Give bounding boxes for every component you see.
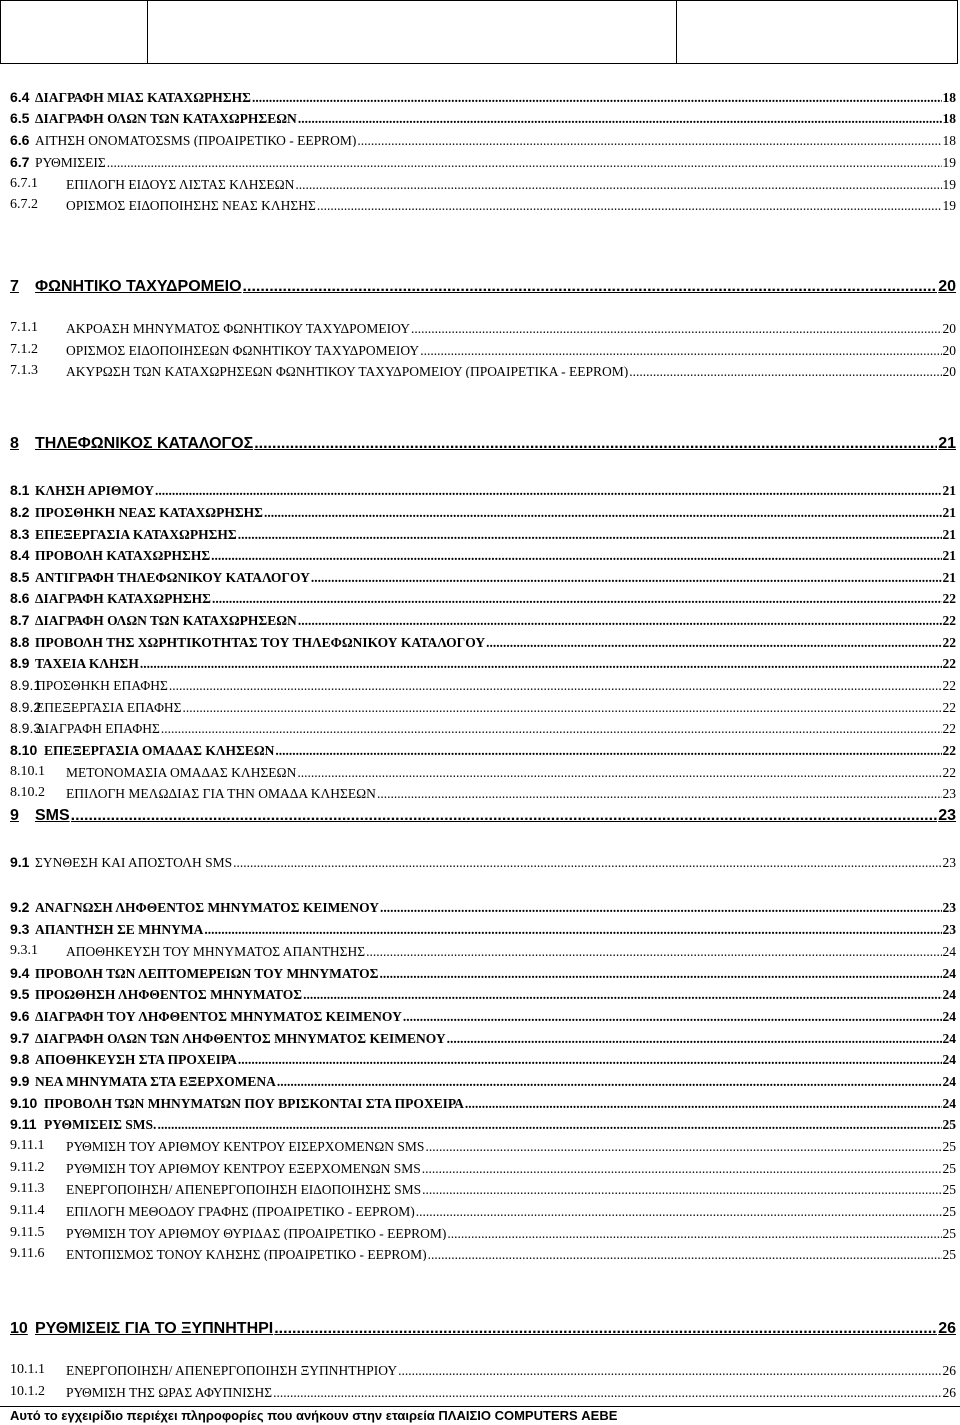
toc-entry[interactable] — [10, 90, 956, 104]
toc-entry[interactable] — [10, 944, 956, 958]
toc-entry[interactable] — [10, 1096, 956, 1110]
toc-dot-leader — [204, 923, 941, 937]
toc-entry-title: ΡΥΘΜΙΣΗ ΤΟΥ ΑΡΙΘΜΟΥ ΘΥΡΙΔΑΣ (ΠΡΟΑΙΡΕΤΙΚΟ - EEPROM) — [66, 1226, 447, 1240]
toc-entry-page: 19 — [942, 155, 956, 169]
header-cell-title — [148, 1, 677, 63]
toc-entry[interactable] — [10, 1117, 956, 1131]
toc-dot-leader — [629, 365, 941, 379]
toc-entry-page: 24 — [942, 1031, 956, 1045]
toc-entry-title: ΕΠΙΛΟΓΗ ΜΕΛΩΔΙΑΣ ΓΙΑ ΤΗΝ ΟΜΑΔΑ ΚΛΗΣΕΩΝ — [66, 786, 376, 800]
toc-entry[interactable] — [10, 1139, 956, 1153]
toc-entry[interactable] — [10, 808, 956, 824]
toc-entry[interactable] — [10, 198, 956, 212]
toc-entry-number: 9.2 — [10, 900, 30, 914]
toc-entry-number: 9.4 — [10, 966, 30, 980]
toc-entry-page: 23 — [938, 808, 956, 824]
toc-entry-number: 10 — [10, 1321, 28, 1337]
toc-entry-title: ΕΠΕΞΕΡΓΑΣΙΑ ΚΑΤΑΧΩΡΗΣΗΣ — [35, 527, 237, 541]
toc-entry-title: ΟΡΙΣΜΟΣ ΕΙΔΟΠΟΙΗΣΕΩΝ ΦΩΝΗΤΙΚΟΥ ΤΑΧΥΔΡΟΜΕΙΟΥ — [66, 343, 420, 357]
toc-entry-number: 9.1 — [10, 855, 30, 869]
toc-entry-number: 9.11.5 — [10, 1226, 45, 1240]
toc-dot-leader — [275, 744, 941, 758]
toc-entry-title: ΔΙΑΓΡΑΦΗ ΕΠΑΦΗΣ — [36, 721, 160, 735]
toc-entry-number: 9.3.1 — [10, 944, 38, 958]
toc-dot-leader — [295, 178, 941, 192]
toc-entry-page: 25 — [942, 1182, 956, 1196]
toc-dot-leader — [379, 967, 941, 981]
toc-entry-number: 8.10.2 — [10, 786, 45, 800]
toc-entry[interactable] — [10, 548, 956, 562]
footer-notice: Αυτό το εγχειρίδιο περιέχει πληροφορίες που ανήκουν στην εταιρεία ΠΛΑΙΣΙΟ COMPUTERS ΑΕΒΕ — [0, 1406, 960, 1425]
toc-entry[interactable] — [10, 527, 956, 541]
toc-entry-title: ΦΩΝΗΤΙΚΟ ΤΑΧΥΔΡΟΜΕΙΟ — [35, 279, 242, 295]
toc-dot-leader — [238, 1053, 942, 1067]
toc-entry-title: ΑΠΟΘΗΚΕΥΣΗ ΤΟΥ ΜΗΝΥΜΑΤΟΣ ΑΠΑΝΤΗΣΗΣ — [66, 944, 366, 958]
toc-entry-number: 8.4 — [10, 548, 30, 562]
toc-entry[interactable] — [10, 1074, 956, 1088]
toc-entry[interactable] — [10, 922, 956, 936]
toc-entry[interactable] — [10, 1182, 956, 1196]
toc-entry-number: 9.11 — [10, 1117, 37, 1131]
toc-entry-page: 20 — [942, 343, 956, 357]
toc-entry-page: 23 — [942, 900, 956, 914]
toc-entry-number: 6.7 — [10, 155, 30, 169]
toc-entry-page: 23 — [942, 786, 956, 800]
toc-entry-page: 25 — [942, 1204, 956, 1218]
toc-entry-title: ΤΗΛΕΦΩΝΙΚΟΣ ΚΑΤΑΛΟΓΟΣ — [35, 436, 254, 452]
toc-entry-title: ΠΡΟΒΟΛΗ ΤΩΝ ΜΗΝΥΜΑΤΩΝ ΠΟΥ ΒΡΙΣΚΟΝΤΑΙ ΣΤΑ ΠΡΟΧΕΙΡΑ — [44, 1096, 464, 1110]
toc-entry-page: 21 — [942, 505, 956, 519]
toc-entry-title: ΑΠΟΘΗΚΕΥΣΗ ΣΤΑ ΠΡΟΧΕΙΡΑ — [35, 1052, 237, 1066]
toc-dot-leader — [303, 988, 941, 1002]
toc-entry[interactable] — [10, 1321, 956, 1337]
toc-entry[interactable] — [10, 1363, 956, 1377]
toc-entry-page: 22 — [942, 656, 956, 670]
toc-entry-page: 22 — [942, 591, 956, 605]
toc-entry-title: ΕΠΕΞΕΡΓΑΣΙΑ ΟΜΑΔΑΣ ΚΛΗΣΕΩΝ — [44, 743, 275, 757]
toc-dot-leader — [297, 766, 941, 780]
toc-entry-page: 20 — [942, 364, 956, 378]
toc-dot-leader — [428, 1248, 942, 1262]
toc-entry-number: 8 — [10, 436, 19, 452]
toc-entry-number: 8.9.2 — [10, 700, 42, 714]
toc-entry-title: ΔΙΑΓΡΑΦΗ ΟΛΩΝ ΤΩΝ ΛΗΦΘΕΝΤΟΣ ΜΗΝΥΜΑΤΟΣ ΚΕΙΜΕΝΟΥ — [35, 1031, 446, 1045]
toc-entry-title: ΡΥΘΜΙΣΗ ΤΟΥ ΑΡΙΘΜΟΥ ΚΕΝΤΡΟΥ ΕΞΕΡΧΟΜΕΝΩΝ SMS — [66, 1161, 421, 1175]
toc-entry-page: 24 — [942, 944, 956, 958]
header-cell-logo — [1, 1, 148, 63]
toc-entry[interactable] — [10, 678, 956, 692]
toc-entry-number: 8.7 — [10, 613, 30, 627]
toc-entry-number: 6.6 — [10, 133, 30, 147]
toc-entry[interactable] — [10, 855, 956, 869]
toc-entry[interactable] — [10, 1385, 956, 1399]
toc-entry-page: 26 — [938, 1321, 956, 1337]
toc-entry[interactable] — [10, 721, 956, 735]
toc-entry-number: 6.7.2 — [10, 198, 38, 212]
toc-entry-page: 22 — [942, 765, 956, 779]
toc-dot-leader — [155, 484, 941, 498]
toc-entry-number: 8.8 — [10, 635, 30, 649]
toc-entry[interactable] — [10, 1161, 956, 1175]
toc-entry-title: ΔΙΑΓΡΑΦΗ ΟΛΩΝ ΤΩΝ ΚΑΤΑΧΩΡΗΣΕΩΝ — [35, 111, 297, 125]
toc-entry-page: 25 — [942, 1247, 956, 1261]
toc-entry-page: 23 — [942, 922, 956, 936]
toc-entry-title: ΜΕΤΟΝΟΜΑΣΙΑ ΟΜΑΔΑΣ ΚΛΗΣΕΩΝ — [66, 765, 297, 779]
toc-entry-title: ΠΡΟΒΟΛΗ ΚΑΤΑΧΩΡΗΣΗΣ — [35, 548, 211, 562]
toc-entry-number: 8.9.3 — [10, 721, 42, 735]
toc-entry[interactable] — [10, 155, 956, 169]
toc-entry-page: 22 — [942, 678, 956, 692]
toc-entry[interactable] — [10, 987, 956, 1001]
toc-entry[interactable] — [10, 483, 956, 497]
toc-entry-page: 22 — [942, 700, 956, 714]
toc-entry-title: ΡΥΘΜΙΣΗ ΤΗΣ ΩΡΑΣ ΑΦΥΠΝΙΣΗΣ — [66, 1385, 273, 1399]
toc-entry-title: ΕΠΙΛΟΓΗ ΜΕΘΟΔΟΥ ΓΡΑΦΗΣ (ΠΡΟΑΙΡΕΤΙΚΟ - EEPROM) — [66, 1204, 415, 1218]
toc-entry-number: 7.1.1 — [10, 321, 38, 335]
toc-dot-leader — [398, 1364, 941, 1378]
toc-entry-title: ΡΥΘΜΙΣΗ ΤΟΥ ΑΡΙΘΜΟΥ ΚΕΝΤΡΟΥ ΕΙΣΕΡΧΟΜΕΝΩΝ SMS — [66, 1139, 425, 1153]
toc-dot-leader — [311, 571, 942, 585]
toc-entry-title: ΔΙΑΓΡΑΦΗ ΤΟΥ ΛΗΦΘΕΝΤΟΣ ΜΗΝΥΜΑΤΟΣ ΚΕΙΜΕΝΟΥ — [35, 1009, 402, 1023]
toc-entry[interactable] — [10, 786, 956, 800]
toc-dot-leader — [298, 112, 942, 126]
toc-dot-leader — [447, 1227, 941, 1241]
toc-entry-number: 9.11.1 — [10, 1139, 45, 1153]
toc-dot-leader — [317, 199, 942, 213]
toc-entry[interactable] — [10, 570, 956, 584]
toc-entry-page: 21 — [942, 570, 956, 584]
toc-entry[interactable] — [10, 1052, 956, 1066]
toc-entry-title: SMS — [35, 808, 70, 824]
toc-entry-number: 9.3 — [10, 922, 30, 936]
toc-entry[interactable] — [10, 111, 956, 125]
toc-dot-leader — [71, 808, 938, 824]
toc-entry-title: ΑΚΡΟΑΣΗ ΜΗΝΥΜΑΤΟΣ ΦΩΝΗΤΙΚΟΥ ΤΑΧΥΔΡΟΜΕΙΟΥ — [66, 321, 410, 335]
toc-dot-leader — [212, 592, 942, 606]
toc-entry-title: ΤΑΧΕΙΑ ΚΛΗΣΗ — [35, 656, 139, 670]
header-cell-info — [677, 1, 957, 63]
toc-entry-page: 23 — [942, 855, 956, 869]
toc-entry-title: ΠΡΟΒΟΛΗ ΤΗΣ ΧΩΡΗΤΙΚΟΤΗΤΑΣ ΤΟΥ ΤΗΛΕΦΩΝΙΚΟΥ ΚΑΤΑΛΟΓΟΥ — [35, 635, 486, 649]
toc-entry[interactable] — [10, 505, 956, 519]
toc-entry-title: ΝΕΑ ΜΗΝΥΜΑΤΑ ΣΤΑ ΕΞΕΡΧΟΜΕΝΑ — [35, 1074, 276, 1088]
toc-entry-number: 8.9 — [10, 656, 30, 670]
toc-entry-title: ΑΙΤΗΣΗ ΟΝΟΜΑΤΟΣSMS (ΠΡΟΑΙΡΕΤΙΚΟ - EEPROM) — [35, 133, 357, 147]
toc-entry-page: 20 — [942, 321, 956, 335]
toc-entry-page: 24 — [942, 1096, 956, 1110]
toc-entry-page: 18 — [942, 133, 956, 147]
toc-entry-number: 6.7.1 — [10, 177, 38, 191]
toc-entry-page: 20 — [938, 279, 956, 295]
toc-entry[interactable] — [10, 743, 956, 757]
toc-entry-page: 21 — [942, 527, 956, 541]
toc-dot-leader — [357, 134, 941, 148]
toc-dot-leader — [465, 1097, 942, 1111]
toc-entry[interactable] — [10, 966, 956, 980]
toc-entry-title: ΟΡΙΣΜΟΣ ΕΙΔΟΠΟΙΗΣΗΣ ΝΕΑΣ ΚΛΗΣΗΣ — [66, 198, 316, 212]
toc-dot-leader — [140, 657, 942, 671]
toc-dot-leader — [298, 614, 942, 628]
toc-dot-leader — [366, 945, 941, 959]
toc-dot-leader — [183, 701, 942, 715]
toc-entry[interactable] — [10, 635, 956, 649]
toc-dot-leader — [211, 549, 941, 563]
toc-entry-title: ΔΙΑΓΡΑΦΗ ΟΛΩΝ ΤΩΝ ΚΑΤΑΧΩΡΗΣΕΩΝ — [35, 613, 297, 627]
toc-entry-number: 9.9 — [10, 1074, 30, 1088]
toc-entry-page: 25 — [942, 1226, 956, 1240]
toc-entry[interactable] — [10, 613, 956, 627]
toc-entry-number: 6.5 — [10, 111, 30, 125]
toc-entry-title: ΕΝΕΡΓΟΠΟΙΗΣΗ/ ΑΠΕΝΕΡΓΟΠΟΙΗΣΗ ΕΙΔΟΠΟΙΗΣΗΣ SMS — [66, 1182, 422, 1196]
toc-dot-leader — [274, 1321, 937, 1337]
toc-dot-leader — [238, 528, 942, 542]
toc-entry-title: ΡΥΘΜΙΣΕΙΣ ΓΙΑ ΤΟ ΞΥΠΝΗΤΗΡΙ — [35, 1321, 274, 1337]
toc-entry-title: ΑΝΤΙΓΡΑΦΗ ΤΗΛΕΦΩΝΙΚΟΥ ΚΑΤΑΛΟΓΟΥ — [35, 570, 310, 584]
toc-entry[interactable] — [10, 364, 956, 378]
toc-entry-number: 6.4 — [10, 90, 30, 104]
toc-dot-leader — [403, 1010, 942, 1024]
toc-dot-leader — [486, 636, 941, 650]
toc-entry-number: 7.1.2 — [10, 343, 38, 357]
toc-entry[interactable] — [10, 1247, 956, 1261]
toc-entry-page: 22 — [942, 635, 956, 649]
toc-entry-number: 9.6 — [10, 1009, 30, 1023]
toc-entry-page: 24 — [942, 1052, 956, 1066]
toc-dot-leader — [411, 322, 942, 336]
toc-dot-leader — [233, 856, 941, 870]
toc-dot-leader — [425, 1140, 941, 1154]
toc-entry-page: 24 — [942, 987, 956, 1001]
toc-entry-page: 25 — [942, 1161, 956, 1175]
toc-entry-number: 9.7 — [10, 1031, 30, 1045]
toc-entry[interactable] — [10, 591, 956, 605]
toc-entry-title: ΑΚΥΡΩΣΗ ΤΩΝ ΚΑΤΑΧΩΡΗΣΕΩΝ ΦΩΝΗΤΙΚΟΥ ΤΑΧΥΔΡΟΜΕΙΟΥ (ΠΡΟΑΙΡΕΤΙΚΑ - EEPROM) — [66, 364, 629, 378]
toc-entry-page: 25 — [942, 1117, 956, 1131]
toc-entry-page: 21 — [942, 483, 956, 497]
toc-entry-title: ΕΠΕΞΕΡΓΑΣΙΑ ΕΠΑΦΗΣ — [36, 700, 182, 714]
toc-dot-leader — [420, 344, 941, 358]
toc-entry-number: 9.8 — [10, 1052, 30, 1066]
toc-entry[interactable] — [10, 436, 956, 452]
toc-entry-number: 8.1 — [10, 483, 30, 497]
toc-dot-leader — [254, 436, 937, 452]
toc-entry-title: ΑΠΑΝΤΗΣΗ ΣΕ ΜΗΝΥΜΑ — [35, 922, 204, 936]
toc-entry-title: ΚΛΗΣΗ ΑΡΙΘΜΟΥ — [35, 483, 155, 497]
toc-dot-leader — [157, 1118, 941, 1132]
toc-dot-leader — [377, 787, 942, 801]
toc-dot-leader — [107, 156, 942, 170]
toc-entry-title: ΔΙΑΓΡΑΦΗ ΜΙΑΣ ΚΑΤΑΧΩΡΗΣΗΣ — [35, 90, 251, 104]
toc-entry-title: ΠΡΟΒΟΛΗ ΤΩΝ ΛΕΠΤΟΜΕΡΕΙΩΝ ΤΟΥ ΜΗΝΥΜΑΤΟΣ — [35, 966, 379, 980]
toc-entry-title: ΕΠΙΛΟΓΗ ΕΙΔΟΥΣ ΛΙΣΤΑΣ ΚΛΗΣΕΩΝ — [66, 177, 295, 191]
toc-entry-number: 8.3 — [10, 527, 30, 541]
toc-entry-number: 9.10 — [10, 1096, 38, 1110]
toc-dot-leader — [422, 1162, 942, 1176]
toc-entry-page: 24 — [942, 1009, 956, 1023]
toc-entry-number: 9.11.6 — [10, 1247, 45, 1261]
toc-entry-number: 7.1.3 — [10, 364, 38, 378]
toc-entry[interactable] — [10, 700, 956, 714]
toc-dot-leader — [273, 1386, 941, 1400]
toc-entry-page: 25 — [942, 1139, 956, 1153]
toc-entry-title: ΔΙΑΓΡΑΦΗ ΚΑΤΑΧΩΡΗΣΗΣ — [35, 591, 211, 605]
toc-dot-leader — [447, 1032, 942, 1046]
toc-entry[interactable] — [10, 343, 956, 357]
toc-entry-page: 24 — [942, 966, 956, 980]
toc-entry-page: 22 — [942, 743, 956, 757]
toc-entry-number: 9.5 — [10, 987, 30, 1001]
toc-entry-page: 18 — [942, 111, 956, 125]
toc-entry-title: ΡΥΘΜΙΣΕΙΣ — [35, 155, 106, 169]
toc-entry-number: 8.6 — [10, 591, 30, 605]
toc-entry-title: ΠΡΟΣΘΗΚΗ ΝΕΑΣ ΚΑΤΑΧΩΡΗΣΗΣ — [35, 505, 263, 519]
toc-entry-number: 7 — [10, 279, 19, 295]
toc-entry-number: 8.10.1 — [10, 765, 45, 779]
header-table — [0, 0, 958, 64]
toc-entry-number: 10.1.1 — [10, 1363, 45, 1377]
toc-entry-page: 19 — [942, 177, 956, 191]
toc-entry-number: 9.11.2 — [10, 1161, 45, 1175]
toc-entry[interactable] — [10, 279, 956, 295]
toc-entry-title: ΣΥΝΘΕΣΗ ΚΑΙ ΑΠΟΣΤΟΛΗ SMS — [35, 855, 233, 869]
toc-entry-title: ΑΝΑΓΝΩΣΗ ΛΗΦΘΕΝΤΟΣ ΜΗΝΥΜΑΤΟΣ ΚΕΙΜΕΝΟΥ — [35, 900, 379, 914]
toc-entry-title: ΡΥΘΜΙΣΕΙΣ SMS. — [44, 1117, 157, 1131]
toc-entry-title: ΕΝΤΟΠΙΣΜΟΣ ΤΟΝΟΥ ΚΛΗΣΗΣ (ΠΡΟΑΙΡΕΤΙΚΟ - EEPROM) — [66, 1247, 427, 1261]
toc-dot-leader — [416, 1205, 942, 1219]
toc-entry-number: 9.11.4 — [10, 1204, 45, 1218]
toc-entry-title: ΕΝΕΡΓΟΠΟΙΗΣΗ/ ΑΠΕΝΕΡΓΟΠΟΙΗΣΗ ΞΥΠΝΗΤΗΡΙΟΥ — [66, 1363, 398, 1377]
toc-entry-number: 9 — [10, 808, 19, 824]
toc-entry-page: 21 — [942, 548, 956, 562]
toc-dot-leader — [161, 722, 942, 736]
toc-entry-page: 26 — [942, 1363, 956, 1377]
toc-entry-number: 8.5 — [10, 570, 30, 584]
toc-entry-page: 18 — [942, 90, 956, 104]
toc-entry-page: 22 — [942, 721, 956, 735]
toc-dot-leader — [277, 1075, 942, 1089]
toc-entry-number: 10.1.2 — [10, 1385, 45, 1399]
toc-entry[interactable] — [10, 1031, 956, 1045]
toc-entry[interactable] — [10, 1009, 956, 1023]
toc-entry-number: 9.11.3 — [10, 1182, 45, 1196]
toc-dot-leader — [169, 679, 942, 693]
toc-entry-page: 19 — [942, 198, 956, 212]
toc-entry[interactable] — [10, 1226, 956, 1240]
toc-entry[interactable] — [10, 321, 956, 335]
toc-entry-number: 8.2 — [10, 505, 30, 519]
toc-entry[interactable] — [10, 656, 956, 670]
toc-entry[interactable] — [10, 177, 956, 191]
toc-dot-leader — [422, 1183, 941, 1197]
toc-entry-title: ΠΡΟΩΘΗΣΗ ΛΗΦΘΕΝΤΟΣ ΜΗΝΥΜΑΤΟΣ — [35, 987, 303, 1001]
toc-entry[interactable] — [10, 765, 956, 779]
toc-dot-leader — [380, 901, 942, 915]
toc-entry-page: 26 — [942, 1385, 956, 1399]
toc-entry-page: 24 — [942, 1074, 956, 1088]
toc-entry-page: 22 — [942, 613, 956, 627]
toc-entry-number: 8.9.1 — [10, 678, 42, 692]
toc-entry[interactable] — [10, 900, 956, 914]
toc-dot-leader — [264, 506, 942, 520]
toc-entry-page: 21 — [938, 436, 956, 452]
toc-entry[interactable] — [10, 1204, 956, 1218]
toc-entry-number: 8.10 — [10, 743, 38, 757]
toc-dot-leader — [243, 279, 938, 295]
toc-dot-leader — [252, 91, 942, 105]
toc-entry-title: ΠΡΟΣΘΗΚΗ ΕΠΑΦΗΣ — [36, 678, 168, 692]
toc-entry[interactable] — [10, 133, 956, 147]
